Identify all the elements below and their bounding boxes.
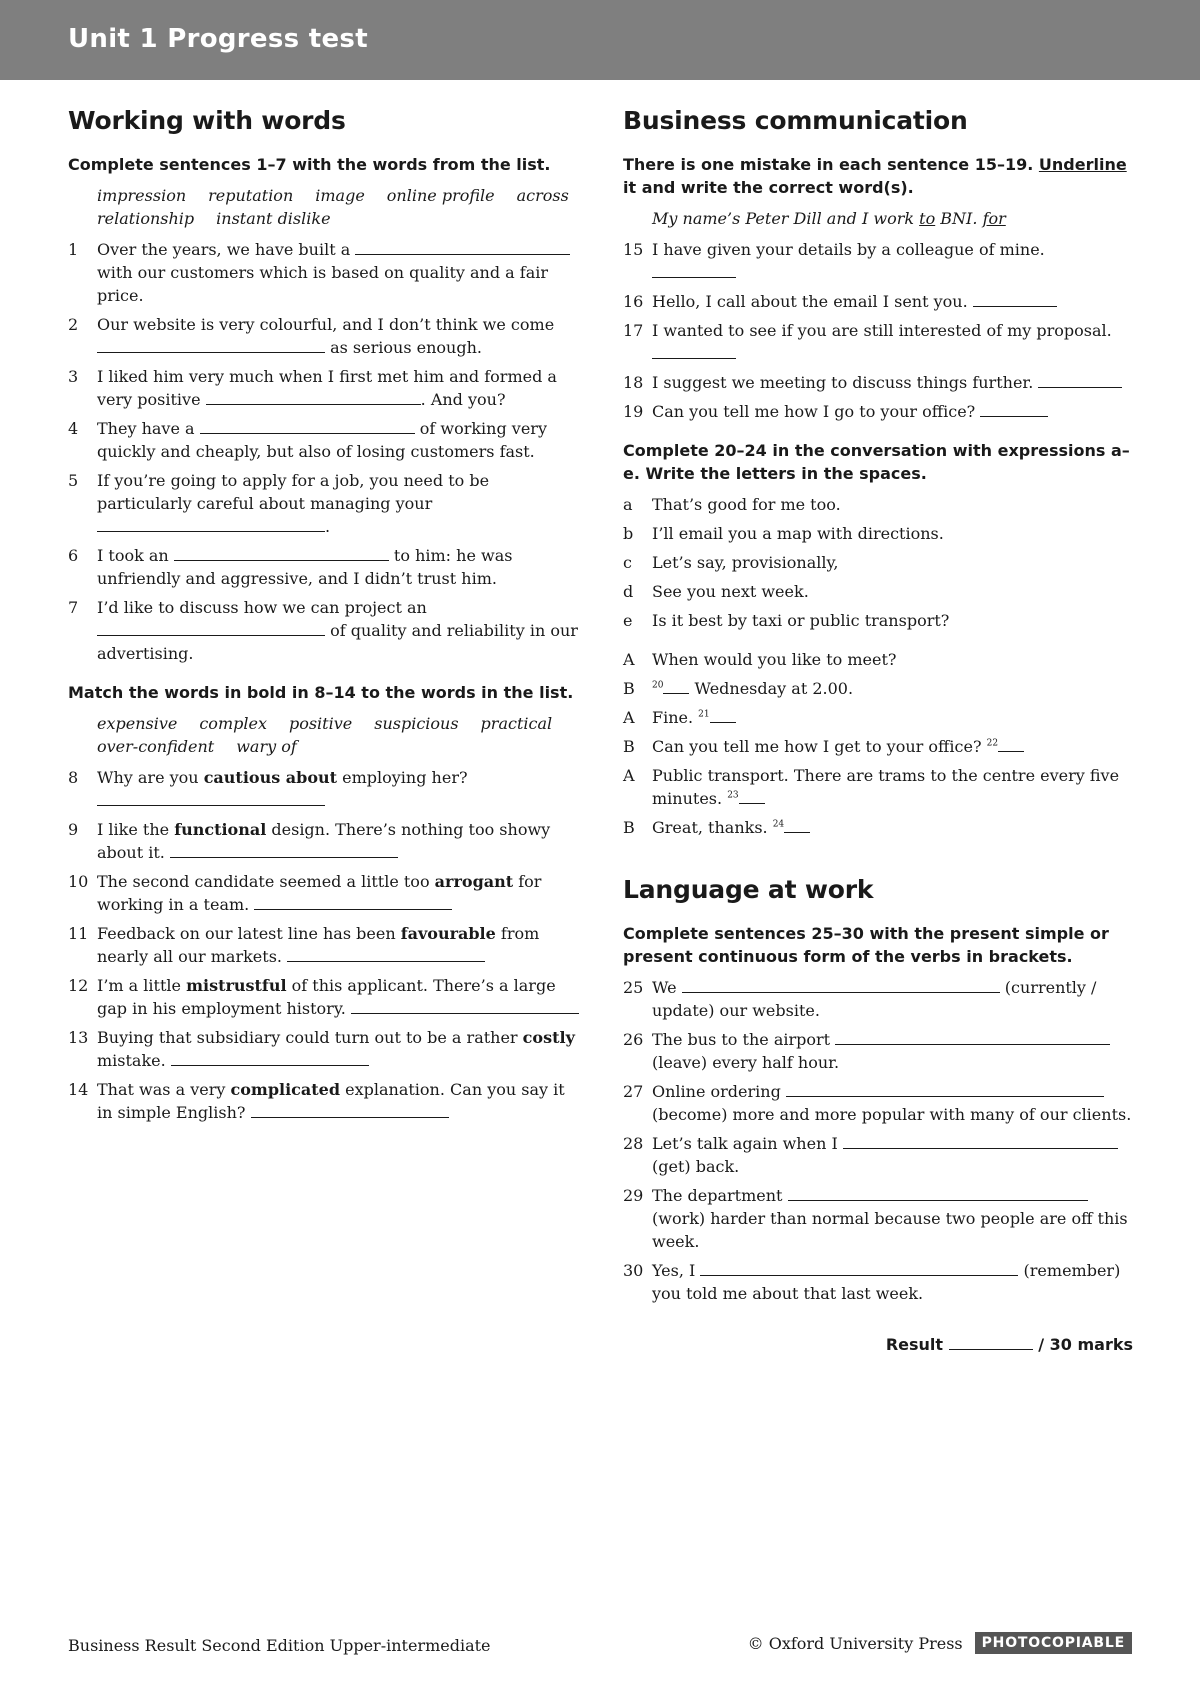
question-text: Over the years, we have built a [97,240,351,259]
question-number: 8 [68,768,79,787]
question-text: from nearly all our markets. [97,924,540,966]
page-title: Unit 1 Progress test [68,24,368,54]
word-list-1 [97,184,580,230]
right-column [623,106,1133,1354]
section-title-working-with-words: Working with words [68,106,346,135]
question-text: with our customers which is based on quality and a fair price. [97,263,549,305]
question-text: (work) harder than normal because two people are off this week. [652,1209,1128,1251]
bold-word: costly [522,1028,575,1047]
speaker-label: B [623,818,635,837]
question-text: (remember) you told me about that last week. [652,1261,1121,1303]
word: over-confident [97,737,215,756]
answer-blank[interactable] [980,402,1048,417]
option-label: b [623,524,634,543]
question-number: 4 [68,419,79,438]
word: positive [288,714,353,733]
question-text: I suggest we meeting to discuss things further. [652,373,1034,392]
answer-blank[interactable] [174,546,389,561]
result-row [623,1335,1133,1354]
question-number: 5 [68,471,79,490]
result-blank[interactable] [949,1335,1033,1350]
question-25 [623,976,1133,1022]
question-number: 17 [623,321,644,340]
option-e [623,609,1133,632]
question-number: 18 [623,373,644,392]
question-number: 27 [623,1082,644,1101]
question-text: of working very quickly and cheaply, but also of losing customers fast. [97,419,547,461]
answer-blank[interactable] [1038,373,1122,388]
question-7 [68,596,580,665]
dialogue-line [623,816,1133,839]
question-number: 1 [68,240,79,259]
question-text: They have a [97,419,195,438]
question-text: . [325,517,331,536]
question-text: to him: he was unfriendly and aggressive, and I didn’t trust him. [97,546,513,588]
question-text: . And you? [420,390,506,409]
example-sentence [652,207,1133,230]
question-30 [623,1259,1133,1305]
gap-number: 23 [727,790,739,801]
result-suffix: / 30 marks [1038,1335,1133,1354]
word: suspicious [374,714,459,733]
question-number: 3 [68,367,79,386]
word: wary of [236,737,297,756]
question-text: of this applicant. There’s a large gap in his employment history. [97,976,556,1018]
question-text: (leave) every half hour. [652,1053,840,1072]
question-number: 14 [68,1080,89,1099]
dialogue-line [623,706,1133,729]
speaker-label: B [623,737,635,756]
answer-blank[interactable] [287,947,485,962]
answer-blank[interactable] [200,419,415,434]
question-number: 12 [68,976,89,995]
answer-blank[interactable] [652,344,736,359]
header-bar [0,0,1200,80]
example-text: My name’s Peter Dill and I work [652,209,915,228]
instruction-underline: Underline [1038,155,1127,174]
question-number: 28 [623,1134,644,1153]
instruction-part1: Complete sentences 1–7 with the words from the list. [68,155,551,174]
gap-number: 20 [652,680,664,691]
option-a [623,493,1133,516]
question-text: Online ordering [652,1082,781,1101]
word: image [315,186,365,205]
answer-blank[interactable] [251,1103,449,1118]
option-text: See you next week. [652,582,809,601]
instruction-part2: Match the words in bold in 8–14 to the words in the list. [68,683,574,702]
question-text: of quality and reliability in our advertising. [97,621,578,663]
question-text: (become) more and more popular with many of our clients. [652,1105,1132,1124]
question-text: as serious enough. [330,338,482,357]
question-29 [623,1184,1133,1253]
answer-blank[interactable] [97,517,325,532]
instruction-text: it and write the correct word(s). [623,178,914,197]
question-text: Can you tell me how I go to your office? [652,402,976,421]
question-number: 15 [623,240,644,259]
question-text: Hello, I call about the email I sent you. [652,292,968,311]
instruction-text: There is one mistake in each sentence 15–19. [623,155,1034,174]
example-text: BNI. [940,209,978,228]
photocopiable-badge: PHOTOCOPIABLE [975,1632,1132,1654]
bold-word: cautious about [203,768,338,787]
question-text: (currently / update) our website. [652,978,1097,1020]
question-text: That was a very [97,1080,226,1099]
answer-blank[interactable] [973,292,1057,307]
bold-word: arrogant [434,872,514,891]
question-19 [623,400,1133,423]
dialogue-text: Wednesday at 2.00. [694,679,854,698]
question-text: design. There’s nothing too showy about it. [97,820,551,862]
question-15 [623,238,1133,284]
copyright-text: © Oxford University Press [747,1633,963,1653]
example-underlined: to [919,209,936,228]
question-number: 16 [623,292,644,311]
answer-blank[interactable] [97,791,325,806]
question-28 [623,1132,1133,1178]
question-4 [68,417,580,463]
word: complex [199,714,267,733]
question-5 [68,469,580,538]
option-text: Let’s say, provisionally, [652,553,839,572]
speaker-label: A [623,708,635,727]
word: practical [480,714,553,733]
question-text: (get) back. [652,1157,740,1176]
question-6 [68,544,580,590]
answer-blank[interactable] [97,621,325,636]
answer-blank[interactable] [843,1134,1118,1149]
dialogue-text: When would you like to meet? [652,650,897,669]
option-label: a [623,495,633,514]
bold-word: mistrustful [186,976,287,995]
answer-blank[interactable] [663,679,689,694]
question-number: 7 [68,598,79,617]
instruction-part4: Complete 20–24 in the conversation with expressions a–e. Write the letters in the spaces. [623,441,1130,483]
option-label: c [623,553,632,572]
answer-blank[interactable] [786,1082,1104,1097]
word-list-2 [97,712,580,758]
question-text: Why are you [97,768,199,787]
section-title-language-at-work: Language at work [623,875,874,904]
answer-blank[interactable] [355,240,570,255]
question-3 [68,365,580,411]
option-label: e [623,611,633,630]
bold-word: favourable [400,924,496,943]
question-number: 2 [68,315,79,334]
answer-blank[interactable] [788,1186,1088,1201]
question-text: employing her? [342,768,468,787]
answer-blank[interactable] [784,818,810,833]
answer-blank[interactable] [835,1030,1110,1045]
gap-number: 24 [772,819,785,830]
option-b [623,522,1133,545]
question-text: Our website is very colourful, and I don’t think we come [97,315,555,334]
question-17 [623,319,1133,365]
answer-blank[interactable] [254,895,452,910]
question-text: I liked him very much when I first met him and formed a very positive [97,367,557,409]
question-number: 30 [623,1261,644,1280]
question-number: 9 [68,820,79,839]
answer-blank[interactable] [682,978,1000,993]
answer-blank[interactable] [351,999,579,1014]
footer-title: Business Result Second Edition Upper-intermediate [68,1636,491,1655]
bold-word: complicated [230,1080,341,1099]
question-text: I have given your details by a colleague of mine. [652,240,1045,259]
option-d [623,580,1133,603]
answer-blank[interactable] [97,338,325,353]
question-text: I like the [97,820,170,839]
question-text: Buying that subsidiary could turn out to be a rather [97,1028,518,1047]
question-number: 11 [68,924,89,943]
dialogue-text: Great, thanks. [652,818,768,837]
option-c [623,551,1133,574]
section-title-business-communication: Business communication [623,106,968,135]
question-9 [68,818,580,864]
question-26 [623,1028,1133,1074]
question-18 [623,371,1133,394]
word: online profile [386,186,495,205]
question-number: 19 [623,402,644,421]
bold-word: functional [174,820,267,839]
question-text: Yes, I [652,1261,696,1280]
word: reputation [208,186,294,205]
option-text: Is it best by taxi or public transport? [652,611,950,630]
word: impression [97,186,187,205]
question-text: Let’s talk again when I [652,1134,838,1153]
question-text: I took an [97,546,169,565]
answer-blank[interactable] [739,789,765,804]
question-12 [68,974,580,1020]
dialogue-text: Fine. [652,708,694,727]
dialogue-line [623,764,1133,810]
question-14 [68,1078,580,1124]
answer-blank[interactable] [171,1051,369,1066]
answer-blank[interactable] [700,1261,1018,1276]
dialogue-text: Public transport. There are trams to the centre every five minutes. [652,766,1120,808]
dialogue-line [623,735,1133,758]
question-text: The second candidate seemed a little too [97,872,430,891]
question-27 [623,1080,1133,1126]
question-2 [68,313,580,359]
question-number: 6 [68,546,79,565]
question-text: mistake. [97,1051,166,1070]
gap-number: 21 [698,709,710,720]
question-16 [623,290,1133,313]
question-1 [68,238,580,307]
speaker-label: B [623,679,635,698]
question-8 [68,766,580,812]
option-text: I’ll email you a map with directions. [652,524,944,543]
word: across [516,186,569,205]
question-text: I’m a little [97,976,181,995]
word: expensive [97,714,178,733]
question-text: for working in a team. [97,872,542,914]
dialogue-text: Can you tell me how I get to your office? [652,737,982,756]
question-text: If you’re going to apply for a job, you need to be particularly careful about managing your [97,471,490,513]
speaker-label: A [623,766,635,785]
question-number: 13 [68,1028,89,1047]
question-text: The bus to the airport [652,1030,831,1049]
question-text: I’d like to discuss how we can project an [97,598,427,617]
instruction-part3 [623,153,1133,199]
example-answer: for [982,209,1006,228]
answer-blank[interactable] [652,263,736,278]
dialogue-line [623,648,1133,671]
answer-blank[interactable] [206,390,421,405]
dialogue-line [623,677,1133,700]
question-number: 26 [623,1030,644,1049]
gap-number: 22 [986,738,999,749]
option-label: d [623,582,634,601]
word: instant dislike [216,209,331,228]
question-text: explanation. Can you say it in simple English? [97,1080,565,1122]
answer-blank[interactable] [170,843,398,858]
answer-blank[interactable] [710,708,736,723]
left-column [68,106,580,1130]
question-number: 29 [623,1186,644,1205]
question-text: Feedback on our latest line has been [97,924,396,943]
question-text: I wanted to see if you are still interested of my proposal. [652,321,1112,340]
footer-right [748,1632,1132,1654]
question-number: 10 [68,872,89,891]
speaker-label: A [623,650,635,669]
question-11 [68,922,580,968]
question-10 [68,870,580,916]
question-text: We [652,978,677,997]
question-text: The department [652,1186,783,1205]
word: relationship [97,209,195,228]
question-13 [68,1026,580,1072]
question-number: 25 [623,978,644,997]
option-text: That’s good for me too. [652,495,841,514]
answer-blank[interactable] [998,737,1024,752]
instruction-part5: Complete sentences 25–30 with the present simple or present continuous form of the verbs in brackets. [623,924,1109,966]
result-label: Result [885,1335,944,1354]
